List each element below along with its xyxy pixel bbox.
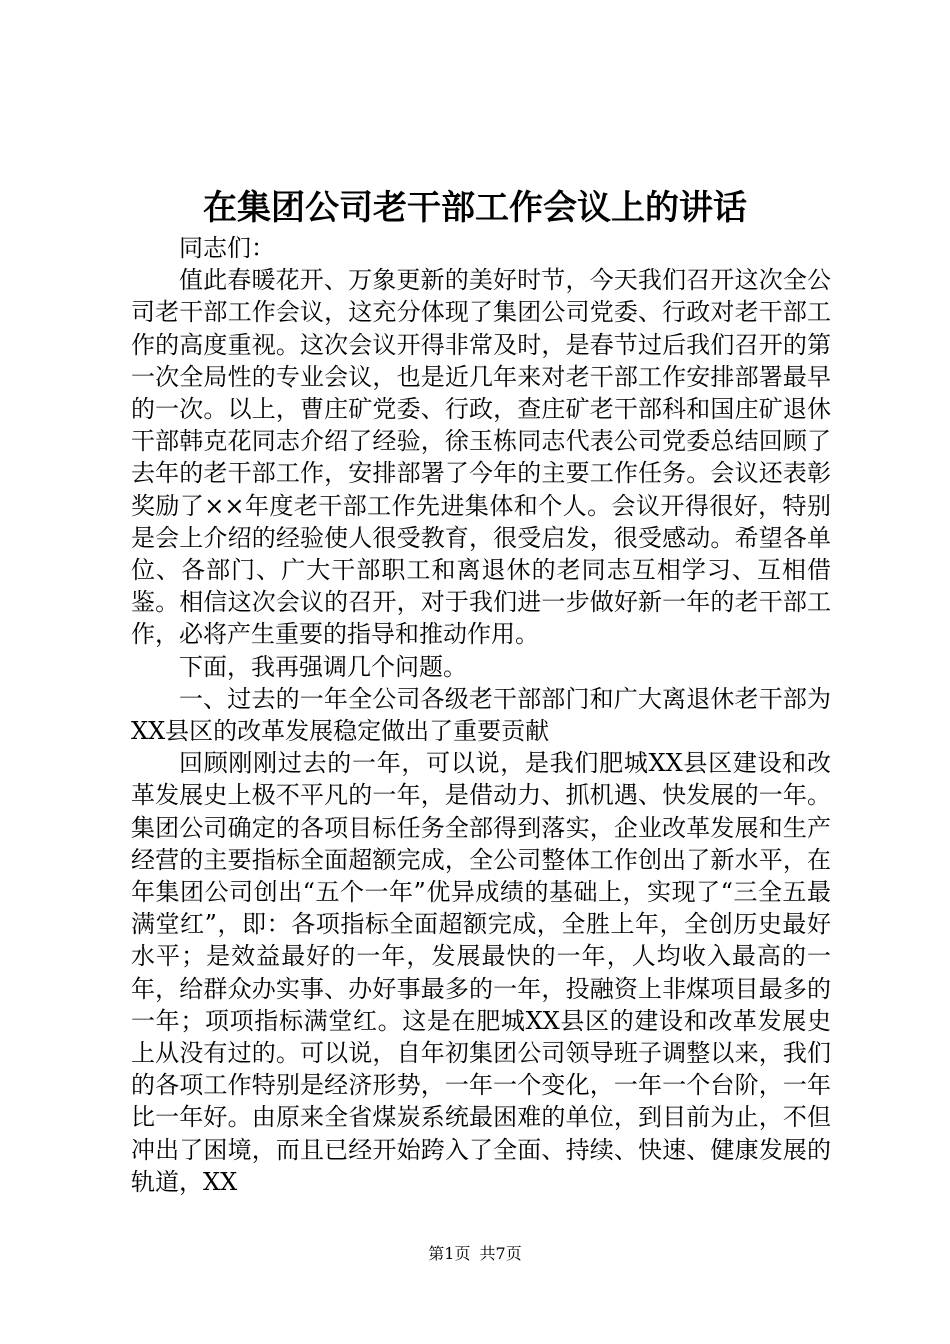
page-number: 第1页: [428, 1244, 471, 1263]
section-heading: 一、过去的一年全公司各级老干部部门和广大离退休老干部为XX县区的改革发展稳定做出了重要贡献: [131, 684, 831, 746]
page-footer: [0, 1244, 950, 1264]
body-paragraph: 回顾刚刚过去的一年，可以说，是我们肥城XX县区建设和改革发展史上极不平凡的一年，是借动力、抓机遇、快发展的一年。集团公司确定的各项目标任务全部得到落实，企业改革发展和生产经营的主要指标全面超额完成，全公司整体工作创出了新水平，在年集团公司创出“五个一年”优异成绩的基础上，实现了“三全五最满堂红”，即：各项指标全面超额完成，全胜上年，全创历史最好水平；是效益最好的一年，发展最快的一年，人均收入最高的一年，给群众办实事、办好事最多的一年，投融资上非煤项目最多的一年；项项指标满堂红。这是在肥城XX县区的建设和改革发展史上从没有过的。可以说，自年初集团公司领导班子调整以来，我们的各项工作特别是经济形势，一年一个变化，一年一个台阶，一年比一年好。由原来全省煤炭系统最困难的单位，到目前为止，不但冲出了困境，而且已经开始跨入了全面、持续、快速、健康发展的轨道，XX: [131, 749, 831, 1196]
body-paragraph: 值此春暖花开、万象更新的美好时节，今天我们召开这次全公司老干部工作会议，这充分体现了集团公司党委、行政对老干部工作的高度重视。这次会议开得非常及时，是春节过后我们召开的第一次全局性的专业会议，也是近几年来对老干部工作安排部署最早的一次。以上，曹庄矿党委、行政，查庄矿老干部科和国庄矿退休干部韩克花同志介绍了经验，徐玉栋同志代表公司党委总结回顾了去年的老干部工作，安排部署了今年的主要工作任务。会议还表彰奖励了××年度老干部工作先进集体和个人。会议开得很好，特别是会上介绍的经验使人很受教育，很受启发，很受感动。希望各单位、各部门、广大干部职工和离退休的老同志互相学习、互相借鉴。相信这次会议的召开，对于我们进一步做好新一年的老干部工作，必将产生重要的指导和推动作用。: [131, 266, 831, 649]
salutation-paragraph: 同志们：: [179, 234, 275, 262]
page-total: 共7页: [479, 1244, 522, 1263]
document-body: [131, 232, 831, 1198]
body-paragraph: 下面，我再强调几个问题。: [179, 652, 467, 681]
document-title: 在集团公司老干部工作会议上的讲话: [203, 188, 747, 228]
